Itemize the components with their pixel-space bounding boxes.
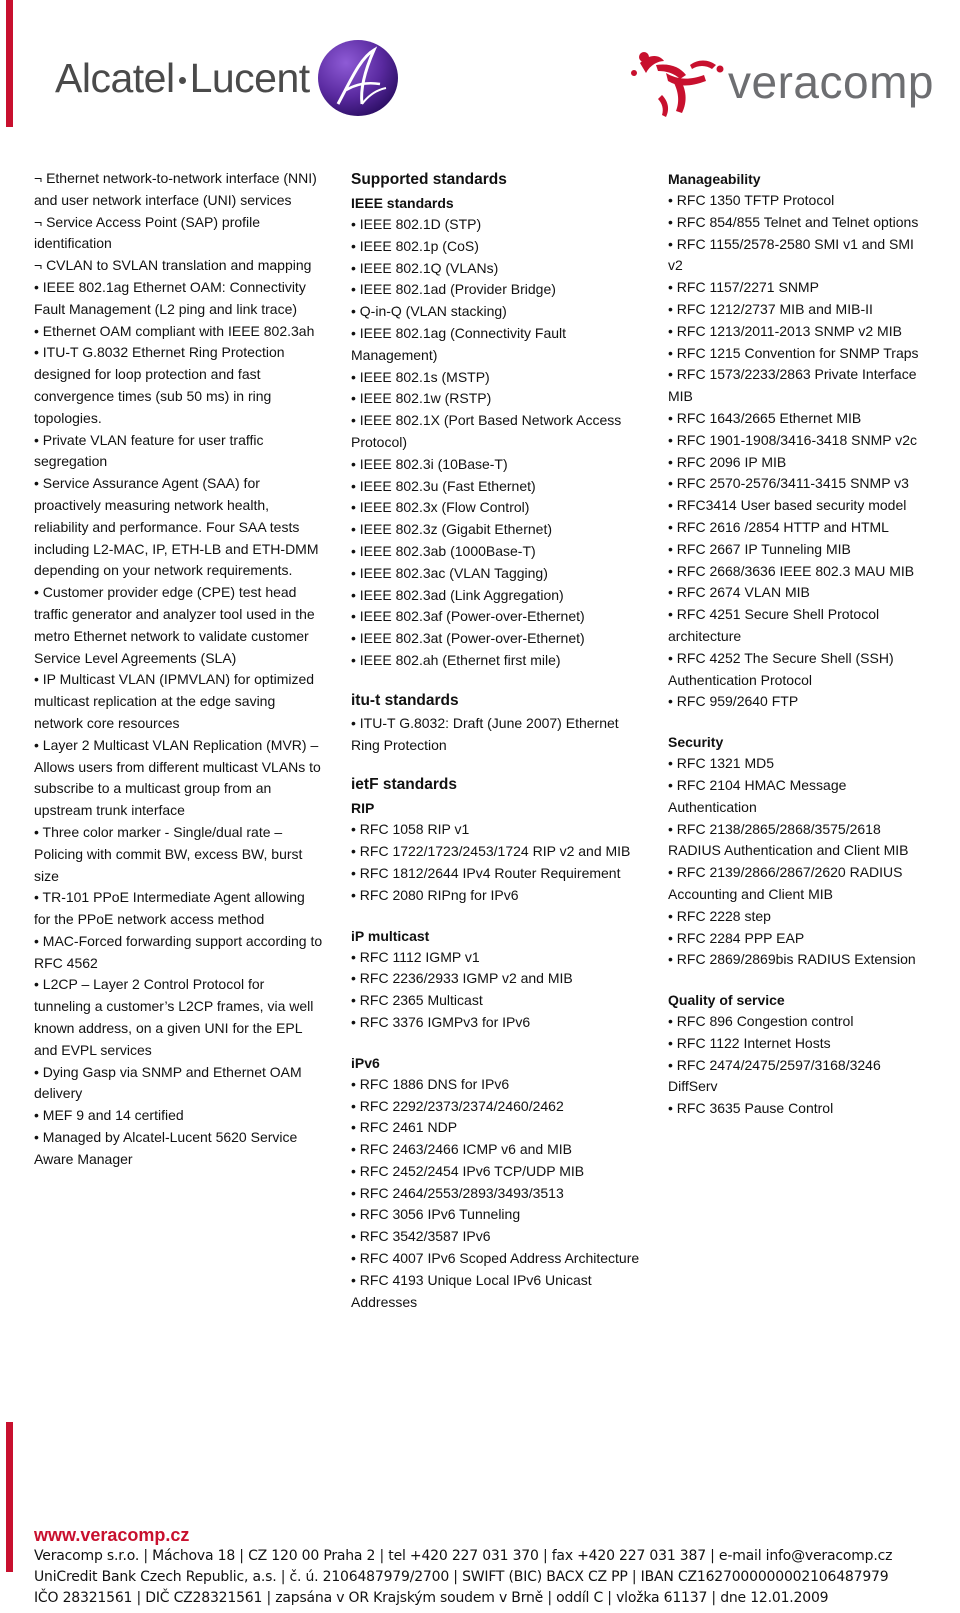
standard-item: • RFC 2096 IP MIB <box>668 453 787 470</box>
veracomp-runner-icon <box>626 45 726 119</box>
standard-item: • RFC 1722/1723/2453/1724 RIP v2 and MIB <box>351 843 631 860</box>
feature-item: ¬ Service Access Point (SAP) profile identification <box>34 213 261 252</box>
standard-item: • IEEE 802.3z (Gigabit Ethernet) <box>351 521 553 538</box>
feature-item: • MAC-Forced forwarding support according to RFC 4562 <box>34 932 323 971</box>
standard-item: • RFC 2138/2865/2868/3575/2618 RADIUS Authentication and Client MIB <box>668 820 909 859</box>
standard-item: • RFC 2869/2869bis RADIUS Extension <box>668 951 916 968</box>
standard-item: • RFC 1155/2578-2580 SMI v1 and SMI v2 <box>668 235 914 274</box>
standard-item: • RFC 1112 IGMP v1 <box>351 948 480 965</box>
feature-item: • Three color marker - Single/dual rate – Policing with commit BW, excess BW, burst size <box>34 823 303 884</box>
feature-item: • Layer 2 Multicast VLAN Replication (MVR) – Allows users from different multicast VLANs to subscribe to a multicast group from an upstream trunk interface <box>34 736 321 819</box>
standard-item: • IEEE 802.1X (Port Based Network Access Protocol) <box>351 412 622 450</box>
standard-item: • RFC 2674 VLAN MIB <box>668 584 810 601</box>
standard-item: • RFC 2474/2475/2597/3168/3246 DiffServ <box>668 1056 881 1095</box>
standard-item: • RFC 2452/2454 IPv6 TCP/UDP MIB <box>351 1162 585 1179</box>
standard-item: • Q-in-Q (VLAN stacking) <box>351 303 507 320</box>
red-accent-bar-top <box>6 0 13 127</box>
management-security-column <box>668 168 928 1120</box>
standard-item: • IEEE 802.ah (Ethernet first mile) <box>351 651 561 668</box>
feature-item: • Private VLAN feature for user traffic segregation <box>34 431 264 470</box>
heading-ietf-standards: ietF standards <box>351 776 457 794</box>
standard-item: • RFC 1901-1908/3416-3418 SNMP v2c <box>668 431 918 448</box>
veracomp-logo <box>626 42 934 122</box>
standard-item: • RFC 2463/2466 ICMP v6 and MIB <box>351 1141 572 1158</box>
standard-item: • RFC 3056 IPv6 Tunneling <box>351 1206 521 1223</box>
standard-item: • IEEE 802.1Q (VLANs) <box>351 259 499 276</box>
standard-item: • RFC 2461 NDP <box>351 1119 458 1136</box>
heading-ieee-standards: IEEE standards <box>351 195 454 211</box>
heading-security: Security <box>668 734 724 751</box>
standard-item: • RFC 1122 Internet Hosts <box>668 1034 831 1051</box>
standard-item: • IEEE 802.3x (Flow Control) <box>351 499 530 516</box>
standard-item: • RFC 4007 IPv6 Scoped Address Architecture <box>351 1250 640 1267</box>
heading-quality-of-service: Quality of service <box>668 992 785 1009</box>
heading-ipv6: iPv6 <box>351 1054 380 1071</box>
section-title-supported-standards: Supported standards <box>351 171 507 188</box>
standard-item: • RFC 2228 step <box>668 907 771 924</box>
standard-item: • RFC 4251 Secure Shell Protocol architecture <box>668 606 880 644</box>
standard-item: • IEEE 802.3ab (1000Base-T) <box>351 542 536 559</box>
standard-item: • IEEE 802.3u (Fast Ethernet) <box>351 477 536 494</box>
standard-item: • RFC3414 User based security model <box>668 497 907 514</box>
standard-item: • IEEE 802.1D (STP) <box>351 216 482 232</box>
standard-item: • IEEE 802.3af (Power-over-Ethernet) <box>351 608 585 625</box>
standard-item: • RFC 1157/2271 SNMP <box>668 279 819 296</box>
feature-item: • Dying Gasp via SNMP and Ethernet OAM delivery <box>34 1063 302 1102</box>
standard-item: • RFC 2464/2553/2893/3493/3513 <box>351 1184 564 1201</box>
standard-item: • IEEE 802.3ad (Link Aggregation) <box>351 586 564 603</box>
standard-item: • RFC 1812/2644 IPv4 Router Requirement <box>351 864 621 881</box>
feature-item: • Service Assurance Agent (SAA) for proactively measuring network health, reliability and performance. Four SAA tests including L2-MAC, IP, ETH-LB and ETH-DMM depending on your network requirements. <box>34 475 319 579</box>
standard-item: • RFC 3376 IGMPv3 for IPv6 <box>351 1013 531 1030</box>
feature-item: • Managed by Alcatel-Lucent 5620 Service Aware Manager <box>34 1129 298 1167</box>
website-link[interactable]: www.veracomp.cz <box>34 1525 190 1545</box>
supported-standards-column <box>351 168 641 1313</box>
standard-item: • IEEE 802.1p (CoS) <box>351 237 479 254</box>
feature-item: • IP Multicast VLAN (IPMVLAN) for optimized multicast replication at the edge saving network core resources <box>34 671 315 731</box>
standard-item: • RFC 1212/2737 MIB and MIB-II <box>668 300 873 317</box>
standard-item: • RFC 2139/2866/2867/2620 RADIUS Accounting and Client MIB <box>668 864 903 902</box>
standard-item: • RFC 959/2640 FTP <box>668 693 799 710</box>
standard-item: • RFC 1321 MD5 <box>668 755 775 772</box>
standard-item: • RFC 1643/2665 Ethernet MIB <box>668 409 862 426</box>
standard-item: • IEEE 802.3at (Power-over-Ethernet) <box>351 630 585 647</box>
features-column <box>34 168 324 1171</box>
feature-item: • TR-101 PPoE Intermediate Agent allowing for the PPoE network access method <box>34 889 305 928</box>
standard-item: • IEEE 802.3ac (VLAN Tagging) <box>351 564 548 581</box>
standard-item: • RFC 1573/2233/2863 Private Interface MIB <box>668 366 917 405</box>
standard-item: • RFC 2292/2373/2374/2460/2462 <box>351 1097 564 1114</box>
standard-item: • RFC 896 Congestion control <box>668 1013 854 1030</box>
alcatel-lucent-logo <box>55 38 400 118</box>
feature-item: • ITU-T G.8032 Ethernet Ring Protection designed for loop protection and fast convergence times (sub 50 ms) in ring topologies. <box>34 344 285 426</box>
feature-item: • Ethernet OAM compliant with IEEE 802.3ah <box>34 322 315 339</box>
standard-item: • RFC 1350 TFTP Protocol <box>668 192 835 208</box>
standard-item: • RFC 4252 The Secure Shell (SSH) Authentication Protocol <box>668 649 894 688</box>
feature-item: • L2CP – Layer 2 Control Protocol for tunneling a customer’s L2CP frames, via well known address, on a given UNI for the EPL and EVPL services <box>34 976 314 1058</box>
standard-item: • RFC 3542/3587 IPv6 <box>351 1228 491 1245</box>
heading-itu-t-standards: itu-t standards <box>351 691 459 709</box>
standard-item: • RFC 1886 DNS for IPv6 <box>351 1075 510 1092</box>
footer-bank-line: UniCredit Bank Czech Republic, a.s. | č. ú. 2106487979/2700 | SWIFT (BIC) BACX CZ PP | IBAN CZ1627000000002106487979 <box>34 1569 889 1585</box>
standard-item: • IEEE 802.1ag (Connectivity Fault Management) <box>351 324 567 363</box>
footer-registration-line: IČO 28321561 | DIČ CZ28321561 | zapsána v OR Krajským soudem v Brně | oddíl C | vložka 61137 | dne 12.01.2009 <box>34 1590 829 1606</box>
standard-item: • RFC 2667 IP Tunneling MIB <box>668 540 851 557</box>
alcatel-lucent-badge-icon <box>316 38 400 118</box>
standard-item: • RFC 1058 RIP v1 <box>351 821 470 838</box>
alcatel-lucent-wordmark: Alcatel Lucent <box>55 54 310 101</box>
standard-item: • RFC 1215 Convention for SNMP Traps <box>668 344 919 361</box>
standard-item: • RFC 4193 Unique Local IPv6 Unicast Addresses <box>351 1271 592 1310</box>
standard-item: • IEEE 802.3i (10Base-T) <box>351 455 508 472</box>
standard-item: • IEEE 802.1s (MSTP) <box>351 368 490 385</box>
standard-item: • RFC 2616 /2854 HTTP and HTML <box>668 518 889 535</box>
standard-item: • RFC 2570-2576/3411-3415 SNMP v3 <box>668 475 909 492</box>
heading-rip: RIP <box>351 800 375 817</box>
standard-item: • RFC 3635 Pause Control <box>668 1100 834 1117</box>
feature-item: • Customer provider edge (CPE) test head traffic generator and analyzer tool used in the metro Ethernet network to validate customer Service Level Agreements (SLA) <box>34 584 315 666</box>
standard-item: • IEEE 802.1ad (Provider Bridge) <box>351 281 556 298</box>
feature-item: ¬ CVLAN to SVLAN translation and mapping <box>34 257 312 274</box>
standard-item: • RFC 2668/3636 IEEE 802.3 MAU MIB <box>668 562 915 579</box>
standard-item: • RFC 1213/2011-2013 SNMP v2 MIB <box>668 322 902 339</box>
standard-item: • ITU-T G.8032: Draft (June 2007) Ethernet Ring Protection <box>351 714 619 753</box>
standard-item: • RFC 854/855 Telnet and Telnet options <box>668 213 919 230</box>
veracomp-wordmark: veracomp <box>728 56 934 108</box>
standard-item: • RFC 2080 RIPng for IPv6 <box>351 886 519 903</box>
feature-item: • IEEE 802.1ag Ethernet OAM: Connectivity Fault Management (L2 ping and link trace) <box>34 278 306 317</box>
red-accent-bar-bottom <box>6 1422 13 1572</box>
feature-item: ¬ Ethernet network-to-network interface (NNI) and user network interface (UNI) services <box>34 170 317 208</box>
feature-item: • MEF 9 and 14 certified <box>34 1107 184 1124</box>
standard-item: • RFC 2284 PPP EAP <box>668 929 805 946</box>
standard-item: • IEEE 802.1w (RSTP) <box>351 390 492 407</box>
standard-item: • RFC 2365 Multicast <box>351 992 483 1009</box>
heading-manageability: Manageability <box>668 171 761 187</box>
heading-ip-multicast: iP multicast <box>351 927 430 944</box>
standard-item: • RFC 2236/2933 IGMP v2 and MIB <box>351 970 573 987</box>
page-footer <box>34 1524 960 1609</box>
standard-item: • RFC 2104 HMAC Message Authentication <box>668 776 847 815</box>
footer-address-line: Veracomp s.r.o. | Máchova 18 | CZ 120 00 Praha 2 | tel +420 227 031 370 | fax +420 227 031 387 | e-mail info@veracomp.cz <box>34 1548 893 1564</box>
